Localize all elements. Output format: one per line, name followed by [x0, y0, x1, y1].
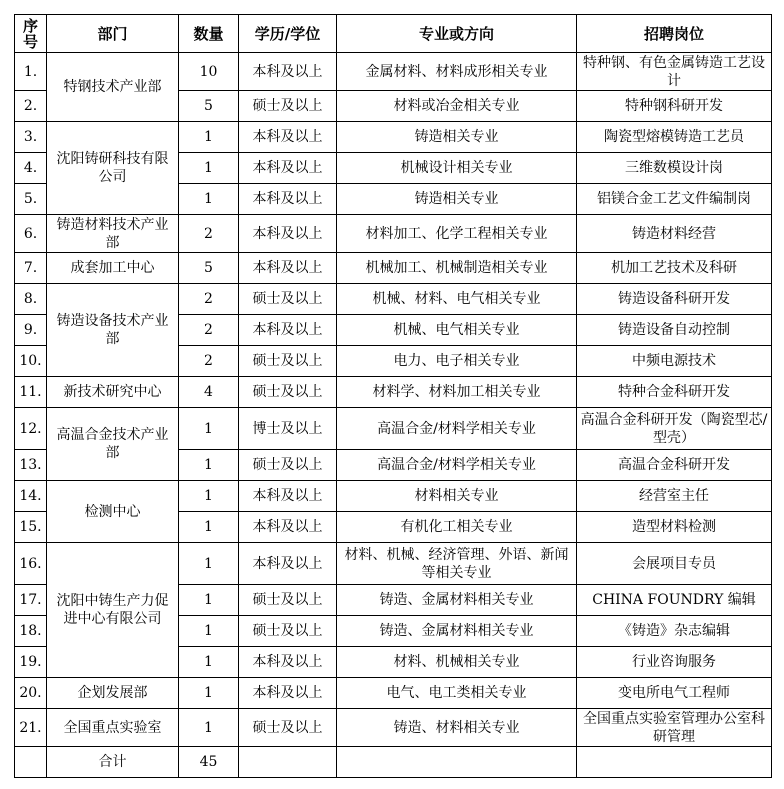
total-label: 合计	[47, 747, 179, 778]
seq-cell: 1.	[15, 53, 47, 91]
qty-cell: 1	[179, 616, 239, 647]
edu-cell: 本科及以上	[239, 647, 337, 678]
edu-cell: 本科及以上	[239, 481, 337, 512]
major-cell: 铸造相关专业	[337, 184, 577, 215]
position-cell: 中频电源技术	[577, 346, 772, 377]
header-seq: 序号	[15, 15, 47, 53]
edu-cell: 本科及以上	[239, 512, 337, 543]
seq-cell: 14.	[15, 481, 47, 512]
qty-cell: 2	[179, 346, 239, 377]
seq-cell: 20.	[15, 678, 47, 709]
seq-cell: 9.	[15, 315, 47, 346]
position-cell: 行业咨询服务	[577, 647, 772, 678]
position-cell: 会展项目专员	[577, 543, 772, 585]
recruitment-table	[14, 14, 772, 778]
major-cell: 机械加工、机械制造相关专业	[337, 253, 577, 284]
position-cell: 高温合金科研开发	[577, 450, 772, 481]
header-row	[15, 15, 772, 53]
table-row	[15, 709, 772, 747]
seq-cell: 3.	[15, 122, 47, 153]
header-qty: 数量	[179, 15, 239, 53]
header-major: 专业或方向	[337, 15, 577, 53]
qty-cell: 2	[179, 284, 239, 315]
seq-cell: 15.	[15, 512, 47, 543]
qty-cell: 1	[179, 585, 239, 616]
dept-cell: 检测中心	[47, 481, 179, 543]
position-cell: 经营室主任	[577, 481, 772, 512]
seq-cell: 2.	[15, 91, 47, 122]
dept-cell: 全国重点实验室	[47, 709, 179, 747]
table-row	[15, 253, 772, 284]
major-cell: 铸造相关专业	[337, 122, 577, 153]
qty-cell: 1	[179, 512, 239, 543]
qty-cell: 1	[179, 153, 239, 184]
edu-cell: 硕士及以上	[239, 709, 337, 747]
edu-cell: 本科及以上	[239, 253, 337, 284]
dept-cell: 铸造材料技术产业部	[47, 215, 179, 253]
edu-cell: 本科及以上	[239, 543, 337, 585]
major-cell: 电力、电子相关专业	[337, 346, 577, 377]
dept-cell: 成套加工中心	[47, 253, 179, 284]
seq-cell: 10.	[15, 346, 47, 377]
header-edu: 学历/学位	[239, 15, 337, 53]
edu-cell: 本科及以上	[239, 678, 337, 709]
qty-cell: 1	[179, 122, 239, 153]
qty-cell: 5	[179, 91, 239, 122]
seq-cell: 13.	[15, 450, 47, 481]
dept-cell: 新技术研究中心	[47, 377, 179, 408]
position-cell: 机加工艺技术及科研	[577, 253, 772, 284]
edu-cell: 本科及以上	[239, 153, 337, 184]
major-cell: 机械、材料、电气相关专业	[337, 284, 577, 315]
qty-cell: 1	[179, 450, 239, 481]
qty-cell: 1	[179, 408, 239, 450]
total-seq-cell	[15, 747, 47, 778]
major-cell: 金属材料、材料成形相关专业	[337, 53, 577, 91]
edu-cell: 硕士及以上	[239, 450, 337, 481]
edu-cell: 博士及以上	[239, 408, 337, 450]
position-cell: 变电所电气工程师	[577, 678, 772, 709]
position-cell: 铸造材料经营	[577, 215, 772, 253]
seq-cell: 17.	[15, 585, 47, 616]
seq-cell: 8.	[15, 284, 47, 315]
edu-cell: 硕士及以上	[239, 585, 337, 616]
total-edu-cell	[239, 747, 337, 778]
position-cell: 造型材料检测	[577, 512, 772, 543]
edu-cell: 本科及以上	[239, 122, 337, 153]
qty-cell: 1	[179, 184, 239, 215]
major-cell: 材料、机械相关专业	[337, 647, 577, 678]
position-cell: CHINA FOUNDRY 编辑	[577, 585, 772, 616]
seq-cell: 19.	[15, 647, 47, 678]
major-cell: 材料、机械、经济管理、外语、新闻等相关专业	[337, 543, 577, 585]
edu-cell: 硕士及以上	[239, 377, 337, 408]
position-cell: 特种钢、有色金属铸造工艺设计	[577, 53, 772, 91]
dept-cell: 铸造设备技术产业部	[47, 284, 179, 377]
edu-cell: 硕士及以上	[239, 616, 337, 647]
table-row	[15, 481, 772, 512]
qty-cell: 2	[179, 315, 239, 346]
seq-cell: 12.	[15, 408, 47, 450]
dept-cell: 企划发展部	[47, 678, 179, 709]
qty-cell: 10	[179, 53, 239, 91]
qty-cell: 1	[179, 481, 239, 512]
major-cell: 铸造、金属材料相关专业	[337, 616, 577, 647]
position-cell: 特种合金科研开发	[577, 377, 772, 408]
position-cell: 铸造设备自动控制	[577, 315, 772, 346]
qty-cell: 2	[179, 215, 239, 253]
table-row	[15, 53, 772, 91]
edu-cell: 本科及以上	[239, 184, 337, 215]
major-cell: 铸造、材料相关专业	[337, 709, 577, 747]
table-row	[15, 678, 772, 709]
major-cell: 高温合金/材料学相关专业	[337, 450, 577, 481]
edu-cell: 硕士及以上	[239, 346, 337, 377]
qty-cell: 1	[179, 543, 239, 585]
header-dept: 部门	[47, 15, 179, 53]
position-cell: 全国重点实验室管理办公室科研管理	[577, 709, 772, 747]
seq-cell: 11.	[15, 377, 47, 408]
major-cell: 材料相关专业	[337, 481, 577, 512]
major-cell: 电气、电工类相关专业	[337, 678, 577, 709]
dept-cell: 高温合金技术产业部	[47, 408, 179, 481]
seq-cell: 6.	[15, 215, 47, 253]
major-cell: 材料或冶金相关专业	[337, 91, 577, 122]
seq-cell: 7.	[15, 253, 47, 284]
major-cell: 铸造、金属材料相关专业	[337, 585, 577, 616]
qty-cell: 1	[179, 647, 239, 678]
qty-cell: 5	[179, 253, 239, 284]
major-cell: 材料加工、化学工程相关专业	[337, 215, 577, 253]
edu-cell: 硕士及以上	[239, 91, 337, 122]
table-row	[15, 215, 772, 253]
position-cell: 特种钢科研开发	[577, 91, 772, 122]
position-cell: 高温合金科研开发（陶瓷型芯/型壳）	[577, 408, 772, 450]
dept-cell: 沈阳铸研科技有限公司	[47, 122, 179, 215]
table-row	[15, 122, 772, 153]
edu-cell: 本科及以上	[239, 215, 337, 253]
position-cell: 铝镁合金工艺文件编制岗	[577, 184, 772, 215]
dept-cell: 沈阳中铸生产力促进中心有限公司	[47, 543, 179, 678]
dept-cell: 特钢技术产业部	[47, 53, 179, 122]
seq-cell: 16.	[15, 543, 47, 585]
major-cell: 机械设计相关专业	[337, 153, 577, 184]
table-row	[15, 377, 772, 408]
table-row	[15, 408, 772, 450]
position-cell: 三维数模设计岗	[577, 153, 772, 184]
seq-cell: 21.	[15, 709, 47, 747]
position-cell: 陶瓷型熔模铸造工艺员	[577, 122, 772, 153]
major-cell: 材料学、材料加工相关专业	[337, 377, 577, 408]
seq-cell: 4.	[15, 153, 47, 184]
position-cell: 《铸造》杂志编辑	[577, 616, 772, 647]
seq-cell: 18.	[15, 616, 47, 647]
total-row	[15, 747, 772, 778]
edu-cell: 本科及以上	[239, 53, 337, 91]
table-row	[15, 543, 772, 585]
edu-cell: 本科及以上	[239, 315, 337, 346]
table-row	[15, 284, 772, 315]
total-qty: 45	[179, 747, 239, 778]
major-cell: 有机化工相关专业	[337, 512, 577, 543]
qty-cell: 1	[179, 709, 239, 747]
qty-cell: 4	[179, 377, 239, 408]
seq-cell: 5.	[15, 184, 47, 215]
position-cell: 铸造设备科研开发	[577, 284, 772, 315]
total-position-cell	[577, 747, 772, 778]
major-cell: 机械、电气相关专业	[337, 315, 577, 346]
total-major-cell	[337, 747, 577, 778]
major-cell: 高温合金/材料学相关专业	[337, 408, 577, 450]
edu-cell: 硕士及以上	[239, 284, 337, 315]
qty-cell: 1	[179, 678, 239, 709]
header-position: 招聘岗位	[577, 15, 772, 53]
